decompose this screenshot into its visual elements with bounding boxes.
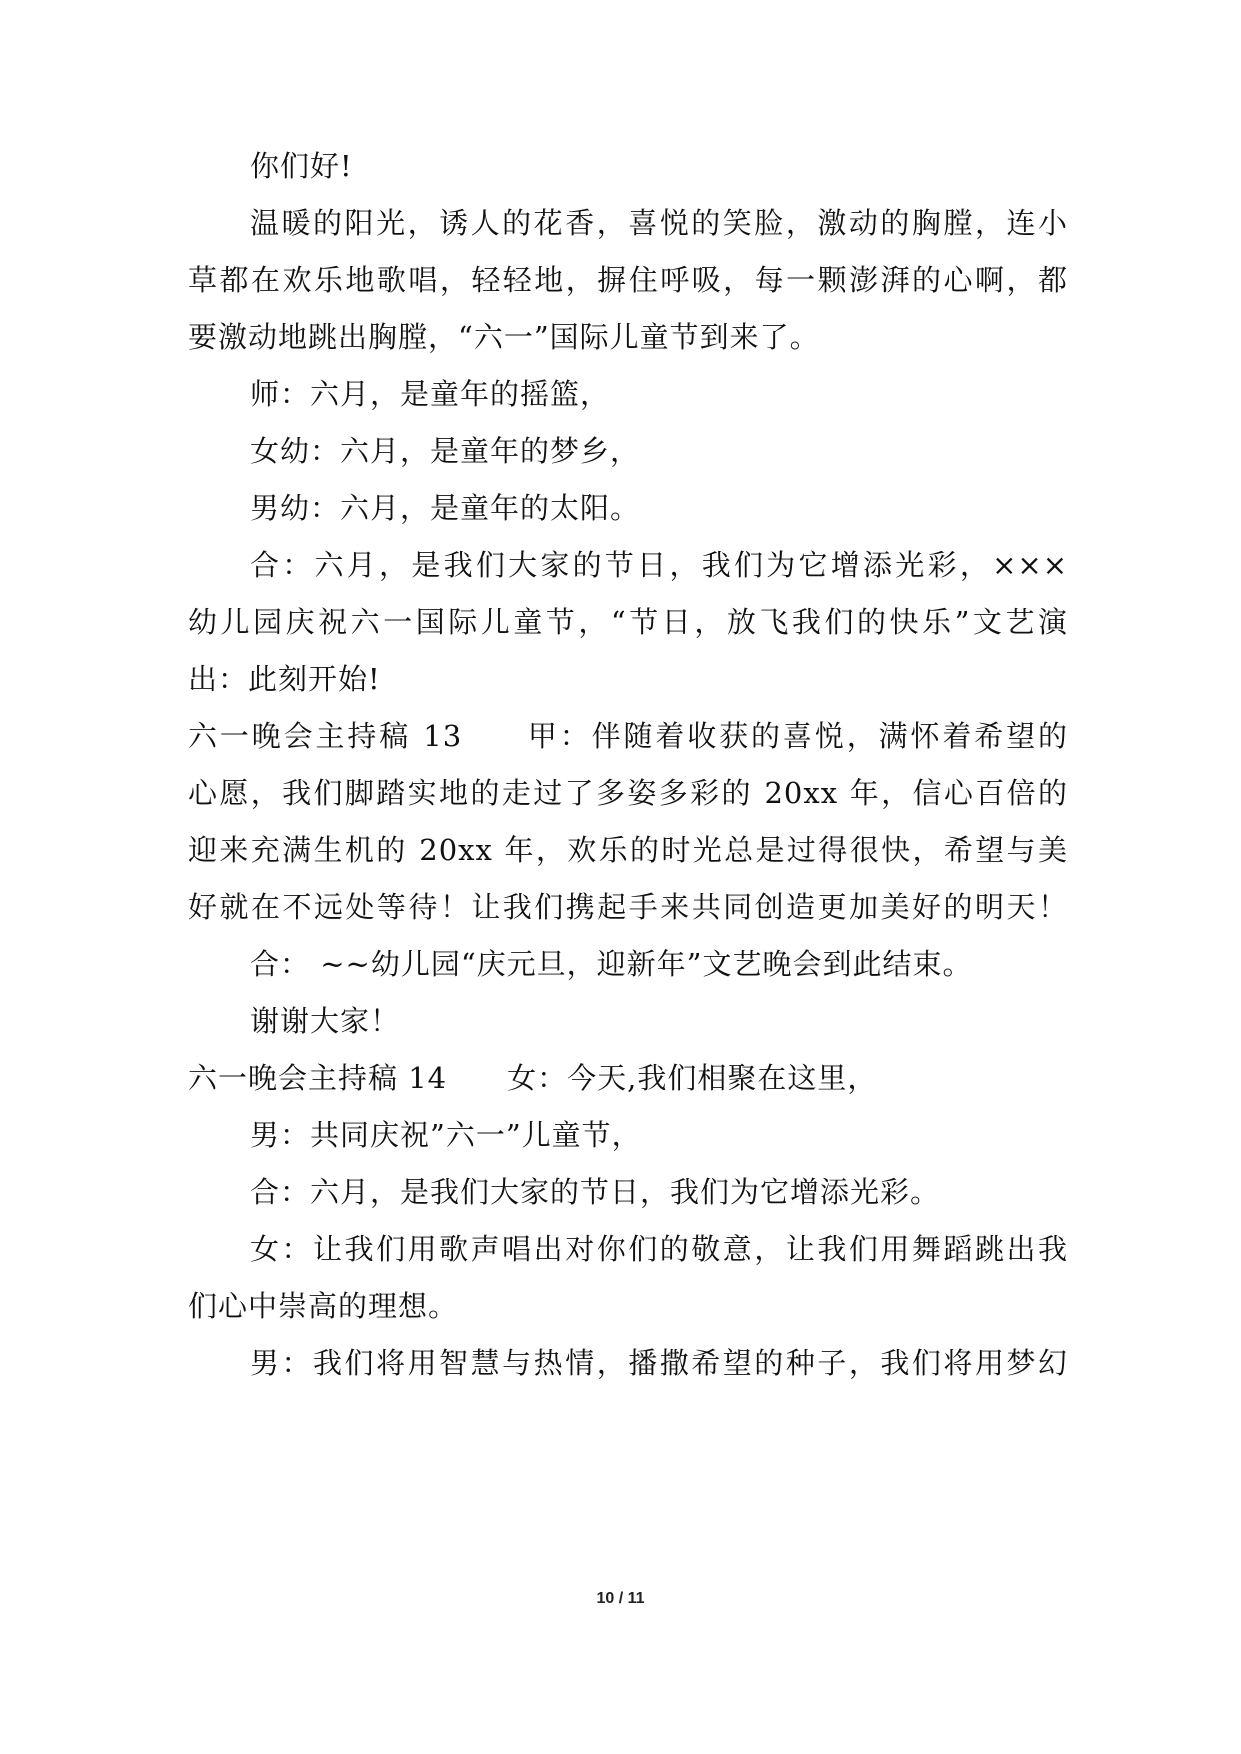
paragraph-line: 草都在欢乐地歌唱，轻轻地，摒住呼吸，每一颗澎湃的心啊，都 xyxy=(188,263,1068,297)
greeting-line: 你们好! xyxy=(250,149,353,183)
dialogue-line: 女：让我们用歌声唱出对你们的敬意，让我们用舞蹈跳出我 xyxy=(250,1232,1068,1266)
dialogue-line: 女幼：六月，是童年的梦乡， xyxy=(250,434,641,468)
dialogue-line: 合：六月，是我们大家的节日，我们为它增添光彩。 xyxy=(250,1175,941,1209)
section-heading-line: 六一晚会主持稿 14 女：今天,我们相聚在这里， xyxy=(188,1061,878,1095)
paragraph-line: 出：此刻开始! xyxy=(188,662,381,696)
paragraph-line: 温暖的阳光，诱人的花香，喜悦的笑脸，激动的胸膛，连小 xyxy=(250,206,1068,240)
dialogue-line: 男幼：六月，是童年的太阳。 xyxy=(250,491,641,525)
dialogue-line: 合： ~~幼儿园“庆元旦，迎新年”文艺晚会到此结束。 xyxy=(250,947,973,981)
dialogue-line: 男：共同庆祝”六一”儿童节， xyxy=(250,1118,642,1152)
section-heading-line: 六一晚会主持稿 13 甲：伴随着收获的喜悦，满怀着希望的 xyxy=(188,719,1068,753)
dialogue-line: 合：六月，是我们大家的节日，我们为它增添光彩，××× xyxy=(250,548,1068,582)
paragraph-line: 们心中崇高的理想。 xyxy=(188,1289,459,1323)
paragraph-line: 迎来充满生机的 20xx 年，欢乐的时光总是过得很快，希望与美 xyxy=(188,833,1068,867)
page-number: 10 / 11 xyxy=(596,1590,645,1607)
paragraph-line: 幼儿园庆祝六一国际儿童节，“节日，放飞我们的快乐”文艺演 xyxy=(188,605,1068,639)
paragraph-line: 好就在不远处等待！让我们携起手来共同创造更加美好的明天！ xyxy=(188,890,1068,924)
dialogue-line: 男：我们将用智慧与热情，播撒希望的种子，我们将用梦幻 xyxy=(250,1346,1068,1380)
dialogue-line: 师：六月，是童年的摇篮， xyxy=(250,377,611,411)
paragraph-line: 要激动地跳出胸膛，“六一”国际儿童节到来了。 xyxy=(188,320,820,354)
paragraph-line: 心愿，我们脚踏实地的走过了多姿多彩的 20xx 年，信心百倍的 xyxy=(188,776,1068,810)
dialogue-line: 谢谢大家！ xyxy=(250,1004,401,1038)
